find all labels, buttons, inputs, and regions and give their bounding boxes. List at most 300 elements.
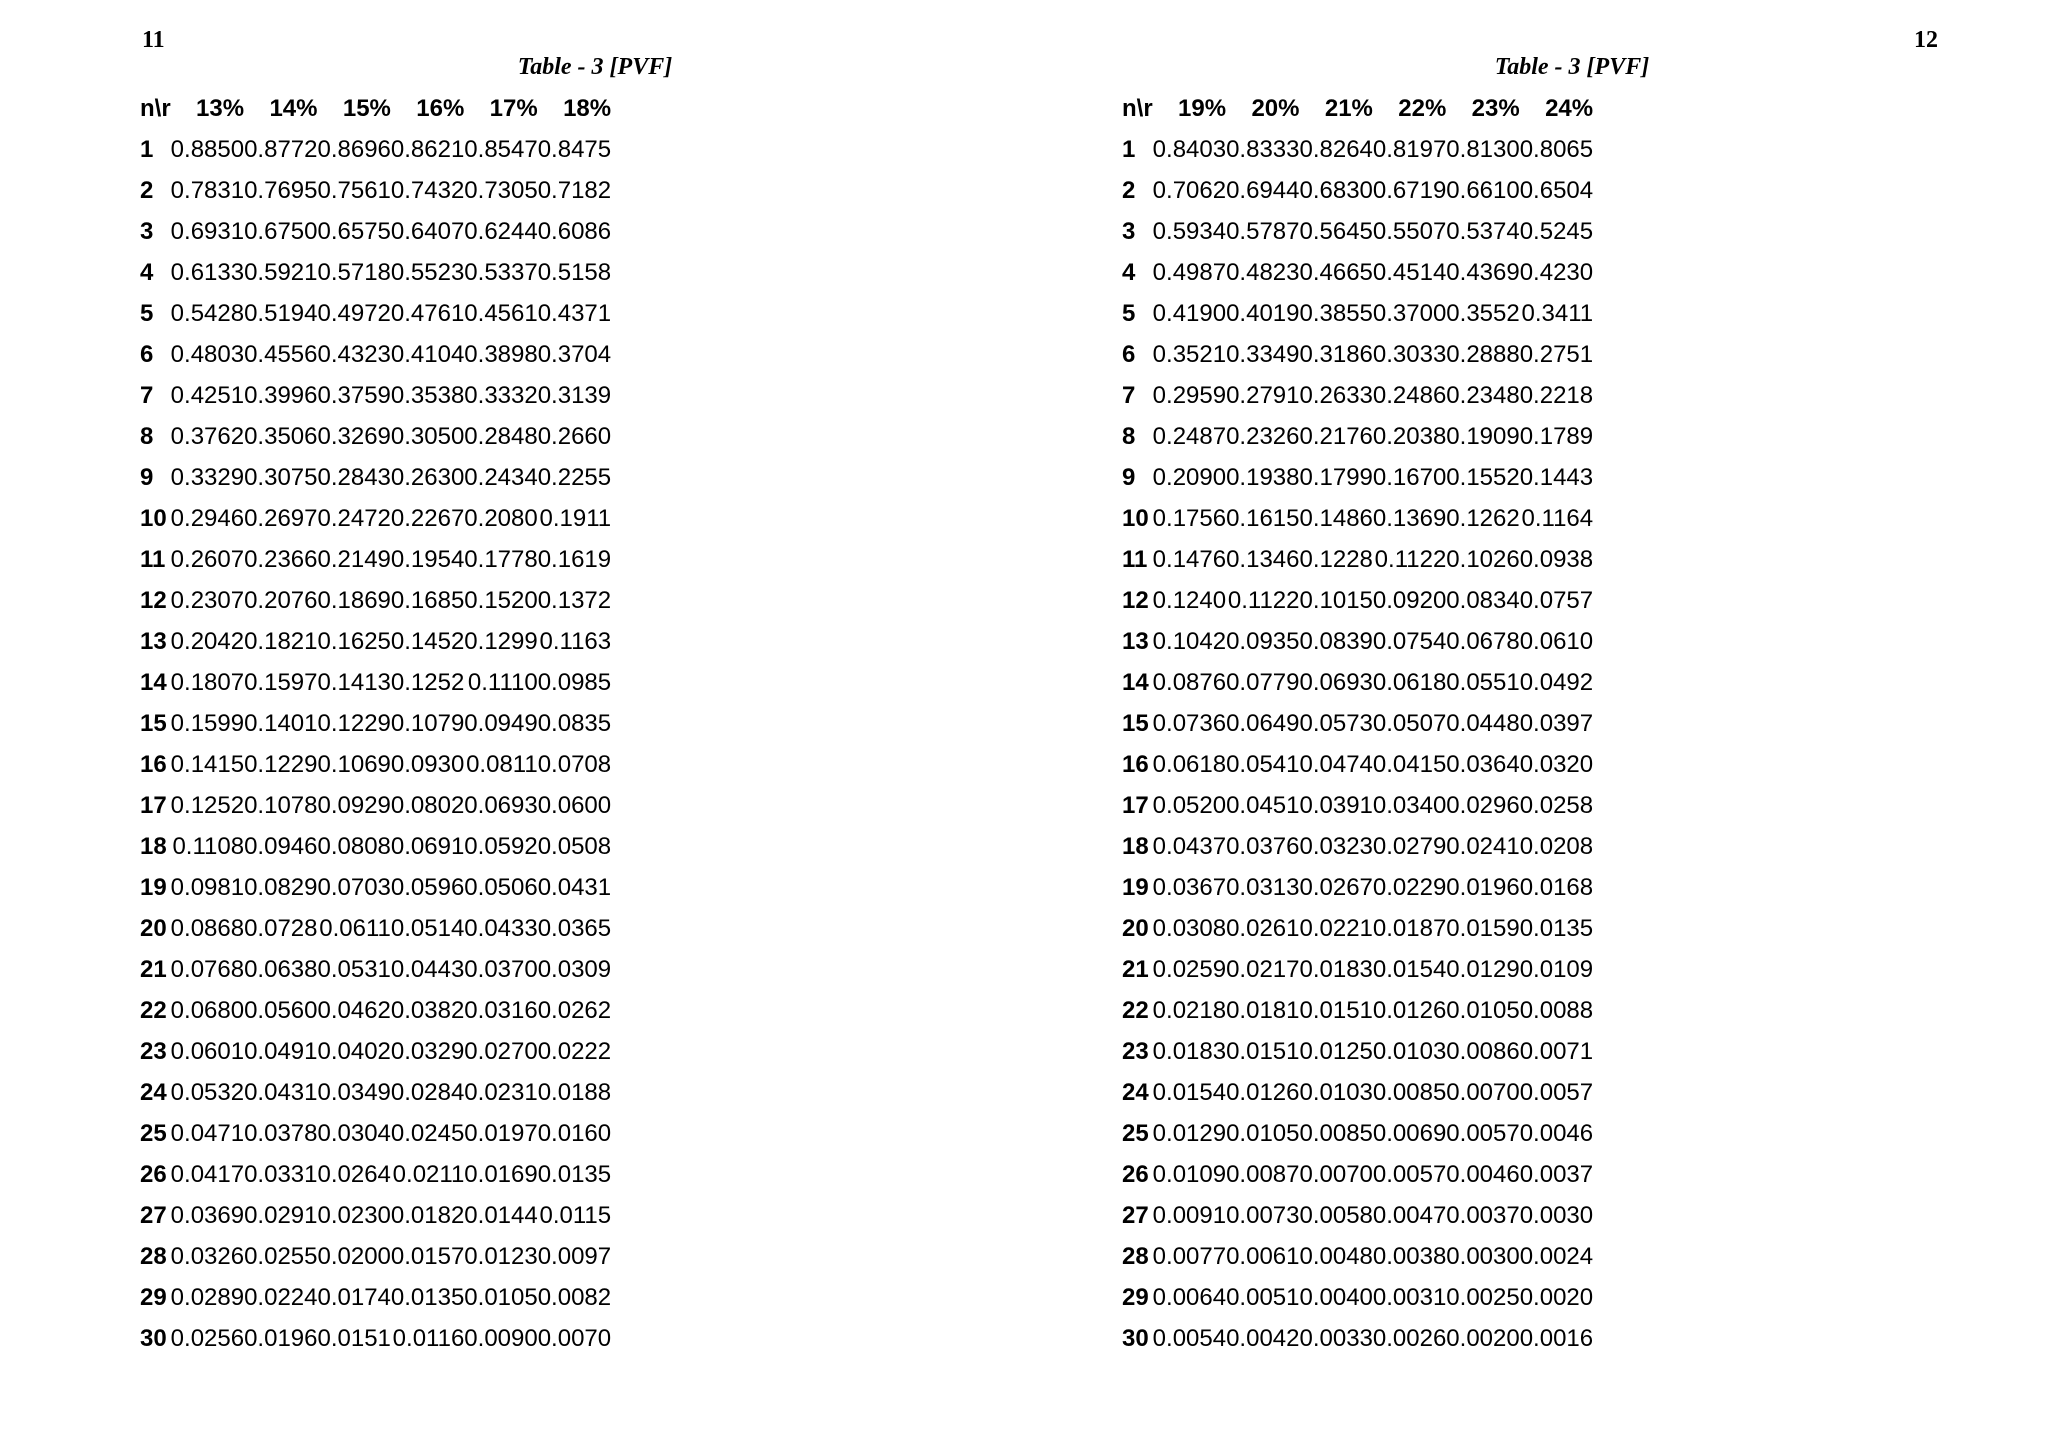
table-row bbox=[1122, 785, 1593, 826]
pvf-value-cell: 0.0168 bbox=[1519, 874, 1594, 901]
table-row bbox=[140, 129, 611, 170]
pvf-value-cell: 0.5337 bbox=[464, 259, 538, 286]
pvf-value-cell: 0.0026 bbox=[1372, 1325, 1447, 1352]
pvf-value-cell: 0.1163 bbox=[539, 628, 612, 655]
pvf-value-cell: 0.4823 bbox=[1226, 259, 1300, 286]
period-cell: 6 bbox=[1122, 341, 1136, 368]
pvf-value-cell: 0.1807 bbox=[170, 669, 245, 696]
pvf-value-cell: 0.3186 bbox=[1299, 341, 1373, 368]
corner-header: n\r bbox=[1122, 95, 1153, 122]
table-row bbox=[1122, 375, 1593, 416]
pvf-value-cell: 0.1685 bbox=[390, 587, 465, 614]
pvf-value-cell: 0.0086 bbox=[1446, 1038, 1520, 1065]
pvf-value-cell: 0.0200 bbox=[317, 1243, 391, 1270]
pvf-value-cell: 0.0376 bbox=[1226, 833, 1300, 860]
period-cell: 17 bbox=[1122, 792, 1149, 819]
pvf-value-cell: 0.0151 bbox=[1226, 1038, 1300, 1065]
period-cell: 14 bbox=[140, 669, 167, 696]
pvf-value-cell: 0.0057 bbox=[1446, 1120, 1520, 1147]
pvf-value-cell: 0.0808 bbox=[317, 833, 391, 860]
period-cell: 13 bbox=[140, 628, 167, 655]
table-row bbox=[140, 949, 611, 990]
table-row bbox=[1122, 949, 1593, 990]
pvf-value-cell: 0.0448 bbox=[1446, 710, 1520, 737]
pvf-value-cell: 0.0309 bbox=[537, 956, 612, 983]
table-row bbox=[1122, 908, 1593, 949]
pvf-value-cell: 0.0323 bbox=[1299, 833, 1373, 860]
pvf-value-cell: 0.0920 bbox=[1372, 587, 1447, 614]
pvf-value-cell: 0.0135 bbox=[1519, 915, 1594, 942]
pvf-value-cell: 0.0261 bbox=[1226, 915, 1300, 942]
pvf-value-cell: 0.0691 bbox=[390, 833, 465, 860]
pvf-value-cell: 0.4665 bbox=[1299, 259, 1373, 286]
period-cell: 30 bbox=[140, 1325, 167, 1352]
pvf-value-cell: 0.0042 bbox=[1226, 1325, 1300, 1352]
pvf-value-cell: 0.1452 bbox=[390, 628, 465, 655]
pvf-value-cell: 0.0129 bbox=[1446, 956, 1520, 983]
table-row bbox=[140, 416, 611, 457]
pvf-value-cell: 0.0949 bbox=[464, 710, 538, 737]
pvf-value-cell: 0.0391 bbox=[1299, 792, 1373, 819]
pvf-value-cell: 0.1079 bbox=[390, 710, 465, 737]
pvf-value-cell: 0.1401 bbox=[244, 710, 318, 737]
pvf-value-cell: 0.8065 bbox=[1519, 136, 1594, 163]
period-cell: 18 bbox=[1122, 833, 1149, 860]
pvf-value-cell: 0.0196 bbox=[1446, 874, 1520, 901]
pvf-value-cell: 0.1228 bbox=[1299, 546, 1373, 573]
period-cell: 20 bbox=[1122, 915, 1149, 942]
period-cell: 10 bbox=[1122, 505, 1149, 532]
pvf-value-cell: 0.4371 bbox=[537, 300, 612, 327]
table-row bbox=[1122, 1113, 1593, 1154]
pvf-value-cell: 0.7432 bbox=[390, 177, 465, 204]
pvf-value-cell: 0.0985 bbox=[537, 669, 612, 696]
period-cell: 26 bbox=[1122, 1161, 1149, 1188]
pvf-value-cell: 0.0088 bbox=[1519, 997, 1594, 1024]
period-cell: 10 bbox=[140, 505, 167, 532]
pvf-value-cell: 0.0693 bbox=[464, 792, 538, 819]
period-cell: 6 bbox=[140, 341, 154, 368]
pvf-value-cell: 0.3075 bbox=[244, 464, 318, 491]
pvf-value-cell: 0.0308 bbox=[1152, 915, 1227, 942]
period-cell: 9 bbox=[140, 464, 154, 491]
pvf-value-cell: 0.6575 bbox=[317, 218, 391, 245]
table-row bbox=[140, 1031, 611, 1072]
pvf-value-cell: 0.0123 bbox=[464, 1243, 538, 1270]
table-row bbox=[1122, 1154, 1593, 1195]
pvf-value-cell: 0.0638 bbox=[244, 956, 318, 983]
pvf-value-cell: 0.7062 bbox=[1152, 177, 1227, 204]
pvf-value-cell: 0.0221 bbox=[1299, 915, 1373, 942]
table-row bbox=[1122, 1031, 1593, 1072]
table-row bbox=[1122, 539, 1593, 580]
pvf-value-cell: 0.0069 bbox=[1372, 1120, 1447, 1147]
pvf-value-cell: 0.8264 bbox=[1299, 136, 1373, 163]
pvf-value-cell: 0.0197 bbox=[464, 1120, 538, 1147]
pvf-value-cell: 0.0326 bbox=[170, 1243, 245, 1270]
pvf-value-cell: 0.0187 bbox=[1372, 915, 1447, 942]
pvf-value-cell: 0.1778 bbox=[464, 546, 538, 573]
pvf-value-cell: 0.0046 bbox=[1446, 1161, 1520, 1188]
pvf-value-cell: 0.2697 bbox=[244, 505, 318, 532]
period-cell: 24 bbox=[1122, 1079, 1149, 1106]
pvf-value-cell: 0.3762 bbox=[170, 423, 245, 450]
pvf-value-cell: 0.3050 bbox=[390, 423, 465, 450]
pvf-value-cell: 0.8333 bbox=[1226, 136, 1300, 163]
pvf-value-cell: 0.2487 bbox=[1152, 423, 1227, 450]
pvf-value-cell: 0.1108 bbox=[172, 833, 245, 860]
pvf-value-cell: 0.0369 bbox=[170, 1202, 245, 1229]
period-cell: 12 bbox=[1122, 587, 1149, 614]
pvf-value-cell: 0.0491 bbox=[244, 1038, 318, 1065]
period-cell: 7 bbox=[140, 382, 154, 409]
pvf-value-cell: 0.2486 bbox=[1372, 382, 1447, 409]
period-cell: 16 bbox=[1122, 751, 1149, 778]
pvf-value-cell: 0.1069 bbox=[317, 751, 391, 778]
pvf-value-cell: 0.2959 bbox=[1152, 382, 1227, 409]
period-cell: 19 bbox=[140, 874, 167, 901]
pvf-value-cell: 0.2076 bbox=[244, 587, 318, 614]
pvf-value-cell: 0.1597 bbox=[244, 669, 318, 696]
period-cell: 15 bbox=[1122, 710, 1149, 737]
pvf-value-cell: 0.2366 bbox=[244, 546, 318, 573]
pvf-value-cell: 0.0618 bbox=[1152, 751, 1227, 778]
pvf-value-cell: 0.0802 bbox=[390, 792, 465, 819]
table-row bbox=[1122, 334, 1593, 375]
pvf-value-cell: 0.5245 bbox=[1519, 218, 1594, 245]
pvf-value-cell: 0.2038 bbox=[1372, 423, 1447, 450]
table-row bbox=[1122, 990, 1593, 1031]
table-row bbox=[1122, 1236, 1593, 1277]
period-cell: 25 bbox=[140, 1120, 167, 1147]
pvf-value-cell: 0.0174 bbox=[317, 1284, 391, 1311]
pvf-value-cell: 0.0703 bbox=[317, 874, 391, 901]
pvf-value-cell: 0.0211 bbox=[392, 1161, 465, 1188]
pvf-value-cell: 0.8197 bbox=[1372, 136, 1447, 163]
pvf-value-cell: 0.0267 bbox=[1299, 874, 1373, 901]
pvf-value-cell: 0.1252 bbox=[390, 669, 465, 696]
pvf-value-cell: 0.7561 bbox=[317, 177, 391, 204]
pvf-value-cell: 0.4556 bbox=[244, 341, 318, 368]
pvf-value-cell: 0.0296 bbox=[1446, 792, 1520, 819]
pvf-value-cell: 0.0070 bbox=[1446, 1079, 1520, 1106]
pvf-value-cell: 0.0284 bbox=[390, 1079, 465, 1106]
pvf-value-cell: 0.2633 bbox=[1299, 382, 1373, 409]
pvf-value-cell: 0.0839 bbox=[1299, 628, 1373, 655]
pvf-value-cell: 0.1015 bbox=[1299, 587, 1373, 614]
period-cell: 28 bbox=[140, 1243, 167, 1270]
pvf-value-cell: 0.0331 bbox=[244, 1161, 318, 1188]
pvf-value-cell: 0.1789 bbox=[1519, 423, 1594, 450]
period-cell: 22 bbox=[140, 997, 167, 1024]
pvf-value-cell: 0.1369 bbox=[1372, 505, 1447, 532]
pvf-value-cell: 0.0551 bbox=[1446, 669, 1520, 696]
pvf-value-cell: 0.0129 bbox=[1152, 1120, 1227, 1147]
pvf-value-cell: 0.0573 bbox=[1299, 710, 1373, 737]
rate-header: 20% bbox=[1251, 95, 1300, 122]
pvf-value-cell: 0.2434 bbox=[464, 464, 538, 491]
pvf-value-cell: 0.3506 bbox=[244, 423, 318, 450]
pvf-value-cell: 0.2080 bbox=[464, 505, 538, 532]
pvf-value-cell: 0.6133 bbox=[170, 259, 245, 286]
table-row bbox=[1122, 457, 1593, 498]
rate-header: 24% bbox=[1545, 95, 1594, 122]
table-row bbox=[1122, 129, 1593, 170]
pvf-value-cell: 0.0930 bbox=[390, 751, 465, 778]
period-cell: 9 bbox=[1122, 464, 1136, 491]
pvf-value-cell: 0.5523 bbox=[390, 259, 465, 286]
pvf-value-cell: 0.0030 bbox=[1519, 1202, 1594, 1229]
pvf-value-cell: 0.0560 bbox=[244, 997, 318, 1024]
pvf-value-cell: 0.5428 bbox=[170, 300, 245, 327]
pvf-value-cell: 0.0451 bbox=[1226, 792, 1300, 819]
pvf-value-cell: 0.0364 bbox=[1446, 751, 1520, 778]
period-cell: 4 bbox=[1122, 259, 1136, 286]
period-cell: 22 bbox=[1122, 997, 1149, 1024]
pvf-value-cell: 0.4561 bbox=[464, 300, 538, 327]
pvf-value-cell: 0.6830 bbox=[1299, 177, 1373, 204]
pvf-value-cell: 0.0033 bbox=[1299, 1325, 1373, 1352]
pvf-value-cell: 0.1911 bbox=[539, 505, 612, 532]
table-row bbox=[140, 826, 611, 867]
pvf-value-cell: 0.1372 bbox=[537, 587, 612, 614]
pvf-value-cell: 0.1599 bbox=[170, 710, 245, 737]
pvf-value-cell: 0.2090 bbox=[1152, 464, 1227, 491]
pvf-value-cell: 0.0754 bbox=[1372, 628, 1447, 655]
table-row bbox=[1122, 621, 1593, 662]
period-cell: 29 bbox=[1122, 1284, 1149, 1311]
table-caption-right: Table - 3 [PVF] bbox=[1494, 54, 1650, 80]
table-row bbox=[140, 211, 611, 252]
pvf-table-left bbox=[140, 88, 611, 1359]
pvf-value-cell: 0.0154 bbox=[1372, 956, 1447, 983]
pvf-value-cell: 0.1042 bbox=[1152, 628, 1227, 655]
table-row bbox=[140, 990, 611, 1031]
table-row bbox=[1122, 580, 1593, 621]
table-row bbox=[140, 662, 611, 703]
pvf-value-cell: 0.5921 bbox=[244, 259, 318, 286]
header-row bbox=[140, 88, 611, 129]
table-row bbox=[140, 1195, 611, 1236]
pvf-value-cell: 0.0071 bbox=[1519, 1038, 1594, 1065]
pvf-value-cell: 0.4987 bbox=[1152, 259, 1227, 286]
pvf-value-cell: 0.0103 bbox=[1372, 1038, 1447, 1065]
period-cell: 14 bbox=[1122, 669, 1149, 696]
period-cell: 11 bbox=[1122, 546, 1148, 573]
pvf-value-cell: 0.0024 bbox=[1519, 1243, 1594, 1270]
pvf-value-cell: 0.0349 bbox=[317, 1079, 391, 1106]
period-cell: 13 bbox=[1122, 628, 1149, 655]
period-cell: 17 bbox=[140, 792, 167, 819]
pvf-value-cell: 0.6750 bbox=[244, 218, 318, 245]
period-cell: 8 bbox=[1122, 423, 1136, 450]
pvf-value-cell: 0.3704 bbox=[537, 341, 612, 368]
pvf-value-cell: 0.0531 bbox=[317, 956, 391, 983]
pvf-value-cell: 0.0051 bbox=[1226, 1284, 1300, 1311]
pvf-value-cell: 0.3329 bbox=[170, 464, 245, 491]
table-caption-left: Table - 3 [PVF] bbox=[517, 54, 673, 80]
pvf-value-cell: 0.0038 bbox=[1372, 1243, 1447, 1270]
period-cell: 25 bbox=[1122, 1120, 1149, 1147]
pvf-value-cell: 0.0144 bbox=[464, 1202, 538, 1229]
pvf-value-cell: 0.5374 bbox=[1446, 218, 1520, 245]
pvf-value-cell: 0.4514 bbox=[1372, 259, 1447, 286]
pvf-value-cell: 0.6719 bbox=[1372, 177, 1447, 204]
table-row bbox=[140, 1154, 611, 1195]
pvf-value-cell: 0.0680 bbox=[170, 997, 245, 1024]
pvf-value-cell: 0.1799 bbox=[1299, 464, 1373, 491]
pvf-value-cell: 0.0492 bbox=[1519, 669, 1594, 696]
pvf-value-cell: 0.0057 bbox=[1519, 1079, 1594, 1106]
period-cell: 5 bbox=[1122, 300, 1136, 327]
pvf-value-cell: 0.7831 bbox=[170, 177, 245, 204]
table-row bbox=[1122, 1318, 1593, 1359]
table-row bbox=[1122, 703, 1593, 744]
pvf-value-cell: 0.0811 bbox=[466, 751, 538, 778]
table-row bbox=[140, 867, 611, 908]
pvf-value-cell: 0.0082 bbox=[537, 1284, 612, 1311]
pvf-value-cell: 0.0077 bbox=[1152, 1243, 1227, 1270]
pvf-value-cell: 0.0255 bbox=[244, 1243, 318, 1270]
table-row bbox=[140, 293, 611, 334]
pvf-value-cell: 0.0126 bbox=[1372, 997, 1447, 1024]
pvf-value-cell: 0.0196 bbox=[244, 1325, 318, 1352]
corner-header: n\r bbox=[140, 95, 171, 122]
pvf-value-cell: 0.3349 bbox=[1226, 341, 1300, 368]
pvf-value-cell: 0.6610 bbox=[1446, 177, 1520, 204]
pvf-value-cell: 0.1443 bbox=[1519, 464, 1594, 491]
header-row bbox=[1122, 88, 1593, 129]
pvf-value-cell: 0.1552 bbox=[1446, 464, 1520, 491]
pvf-value-cell: 0.8130 bbox=[1446, 136, 1520, 163]
pvf-value-cell: 0.0047 bbox=[1372, 1202, 1447, 1229]
pvf-value-cell: 0.0109 bbox=[1519, 956, 1594, 983]
rate-header: 18% bbox=[563, 95, 612, 122]
pvf-value-cell: 0.0031 bbox=[1372, 1284, 1447, 1311]
pvf-value-cell: 0.0258 bbox=[1519, 792, 1594, 819]
pvf-value-cell: 0.0169 bbox=[464, 1161, 538, 1188]
pvf-value-cell: 0.1299 bbox=[464, 628, 538, 655]
pvf-value-cell: 0.0224 bbox=[244, 1284, 318, 1311]
pvf-value-cell: 0.1938 bbox=[1226, 464, 1300, 491]
pvf-value-cell: 0.3855 bbox=[1299, 300, 1373, 327]
pvf-value-cell: 0.2843 bbox=[317, 464, 391, 491]
pvf-value-cell: 0.1486 bbox=[1299, 505, 1373, 532]
pvf-value-cell: 0.2348 bbox=[1446, 382, 1520, 409]
pvf-value-cell: 0.0085 bbox=[1372, 1079, 1447, 1106]
pvf-value-cell: 0.2267 bbox=[390, 505, 465, 532]
pvf-value-cell: 0.7182 bbox=[537, 177, 612, 204]
pvf-value-cell: 0.0020 bbox=[1446, 1325, 1520, 1352]
table-row bbox=[1122, 1277, 1593, 1318]
pvf-value-cell: 0.4251 bbox=[170, 382, 245, 409]
pvf-value-cell: 0.0601 bbox=[170, 1038, 245, 1065]
pvf-value-cell: 0.0151 bbox=[317, 1325, 391, 1352]
pvf-value-cell: 0.4323 bbox=[317, 341, 391, 368]
pvf-value-cell: 0.8696 bbox=[317, 136, 391, 163]
pvf-value-cell: 0.4972 bbox=[317, 300, 391, 327]
pvf-value-cell: 0.0382 bbox=[390, 997, 465, 1024]
pvf-value-cell: 0.0040 bbox=[1299, 1284, 1373, 1311]
pvf-value-cell: 0.0154 bbox=[1152, 1079, 1227, 1106]
pvf-value-cell: 0.0230 bbox=[317, 1202, 391, 1229]
pvf-value-cell: 0.6086 bbox=[537, 218, 612, 245]
pvf-value-cell: 0.0188 bbox=[537, 1079, 612, 1106]
pvf-value-cell: 0.0868 bbox=[170, 915, 245, 942]
table-row bbox=[1122, 826, 1593, 867]
pvf-value-cell: 0.0064 bbox=[1152, 1284, 1227, 1311]
pvf-value-cell: 0.0091 bbox=[1152, 1202, 1227, 1229]
table-row bbox=[140, 457, 611, 498]
pvf-value-cell: 0.5787 bbox=[1226, 218, 1300, 245]
table-row bbox=[140, 1277, 611, 1318]
pvf-value-cell: 0.0231 bbox=[464, 1079, 538, 1106]
pvf-value-cell: 0.0365 bbox=[537, 915, 612, 942]
pvf-value-cell: 0.1262 bbox=[1446, 505, 1520, 532]
pvf-value-cell: 0.0057 bbox=[1372, 1161, 1447, 1188]
pvf-value-cell: 0.1821 bbox=[244, 628, 318, 655]
pvf-value-cell: 0.0125 bbox=[1299, 1038, 1373, 1065]
pvf-value-cell: 0.0105 bbox=[464, 1284, 538, 1311]
table-row bbox=[140, 1072, 611, 1113]
pvf-value-cell: 0.0115 bbox=[539, 1202, 612, 1229]
pvf-value-cell: 0.6504 bbox=[1519, 177, 1594, 204]
pvf-value-cell: 0.5194 bbox=[244, 300, 318, 327]
pvf-value-cell: 0.0109 bbox=[1152, 1161, 1227, 1188]
pvf-value-cell: 0.0829 bbox=[244, 874, 318, 901]
pvf-value-cell: 0.0728 bbox=[244, 915, 318, 942]
pvf-value-cell: 0.1756 bbox=[1152, 505, 1227, 532]
pvf-value-cell: 0.0183 bbox=[1299, 956, 1373, 983]
period-cell: 30 bbox=[1122, 1325, 1149, 1352]
pvf-value-cell: 0.2326 bbox=[1226, 423, 1300, 450]
pvf-value-cell: 0.1670 bbox=[1372, 464, 1447, 491]
period-cell: 8 bbox=[140, 423, 154, 450]
period-cell: 7 bbox=[1122, 382, 1136, 409]
pvf-value-cell: 0.2751 bbox=[1519, 341, 1594, 368]
pvf-value-cell: 0.0649 bbox=[1226, 710, 1300, 737]
pvf-value-cell: 0.0876 bbox=[1152, 669, 1227, 696]
pvf-value-cell: 0.1346 bbox=[1226, 546, 1300, 573]
table-row bbox=[140, 252, 611, 293]
pvf-value-cell: 0.0541 bbox=[1226, 751, 1300, 778]
pvf-value-cell: 0.0329 bbox=[390, 1038, 465, 1065]
period-cell: 23 bbox=[1122, 1038, 1149, 1065]
pvf-value-cell: 0.2946 bbox=[170, 505, 245, 532]
pvf-value-cell: 0.0020 bbox=[1519, 1284, 1594, 1311]
rate-header: 17% bbox=[489, 95, 538, 122]
period-cell: 12 bbox=[140, 587, 167, 614]
pvf-value-cell: 0.0159 bbox=[1446, 915, 1520, 942]
pvf-value-cell: 0.3898 bbox=[464, 341, 538, 368]
pvf-value-cell: 0.0693 bbox=[1299, 669, 1373, 696]
table-row bbox=[140, 580, 611, 621]
pvf-value-cell: 0.0313 bbox=[1226, 874, 1300, 901]
pvf-value-cell: 0.3552 bbox=[1446, 300, 1520, 327]
table-row bbox=[140, 703, 611, 744]
pvf-value-cell: 0.0506 bbox=[464, 874, 538, 901]
pvf-value-cell: 0.8621 bbox=[390, 136, 465, 163]
period-cell: 16 bbox=[140, 751, 167, 778]
pvf-value-cell: 0.1954 bbox=[390, 546, 465, 573]
pvf-value-cell: 0.3700 bbox=[1372, 300, 1447, 327]
pvf-value-cell: 0.0181 bbox=[1226, 997, 1300, 1024]
pvf-value-cell: 0.0229 bbox=[1372, 874, 1447, 901]
table-row bbox=[1122, 416, 1593, 457]
pvf-value-cell: 0.0037 bbox=[1519, 1161, 1594, 1188]
pvf-value-cell: 0.0367 bbox=[1152, 874, 1227, 901]
pvf-value-cell: 0.0025 bbox=[1446, 1284, 1520, 1311]
